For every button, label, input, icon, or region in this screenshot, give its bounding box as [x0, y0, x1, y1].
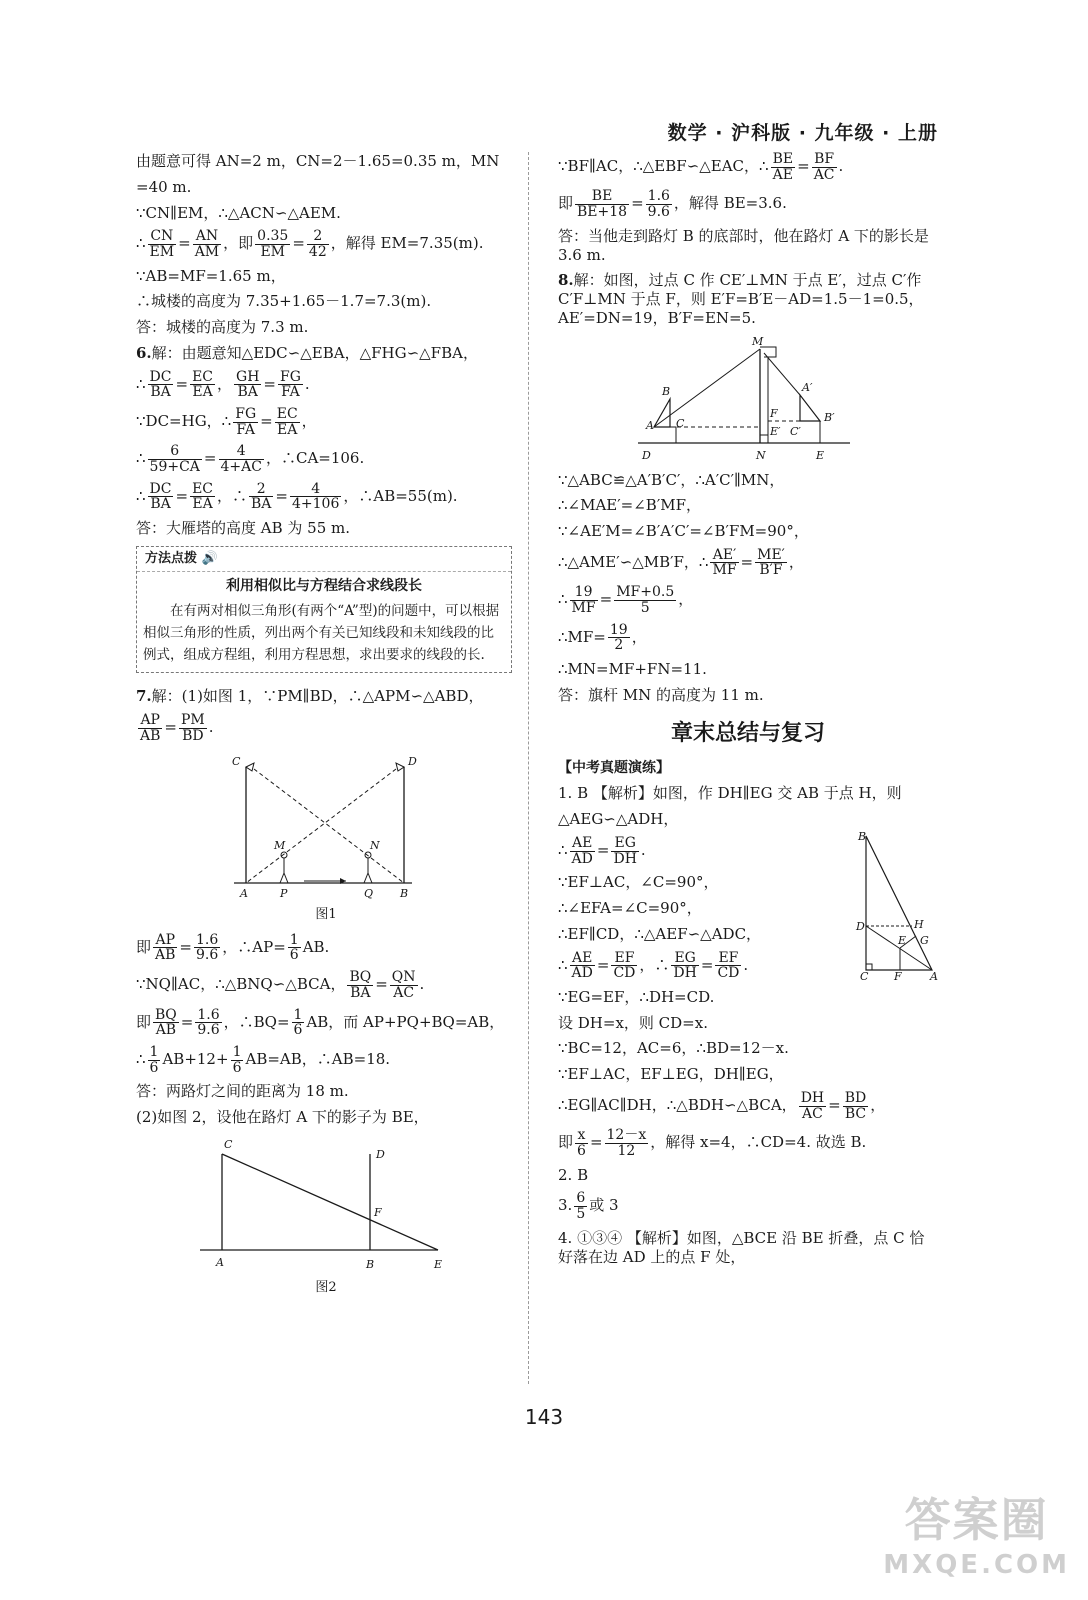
svg-text:H: H: [914, 918, 924, 932]
text-line: ∴∠MAE′=∠B′MF，: [558, 496, 701, 515]
question-7: 7.解：(1)如图 1，∵PM∥BD，∴△APM∽△ABD，: [136, 687, 484, 706]
text-line: 由题意可得 AN=2 m，CN=2－1.65=0.35 m，MN: [136, 152, 500, 170]
svg-text:B: B: [662, 384, 671, 398]
text-line: (2)如图 2，设他在路灯 A 下的影子为 BE，: [136, 1108, 429, 1127]
svg-text:A: A: [646, 418, 654, 432]
tip-body: 在有两对相似三角形(有两个“A”型)的问题中，可以根据相似三角形的性质，列出两个有关已知线段和未知线段的比例式，组成方程组，利用方程思想，求出要求的线段的长.: [143, 602, 500, 664]
svg-text:D: D: [856, 920, 865, 934]
right-column: [558, 152, 938, 1273]
svg-text:C′: C′: [790, 424, 801, 438]
text-line: ∴MN=MF+FN=11.: [558, 659, 707, 678]
text-line: 答：大雁塔的高度 AB 为 55 m.: [136, 519, 351, 538]
svg-text:A: A: [216, 1255, 224, 1269]
svg-text:B: B: [858, 830, 867, 844]
svg-text:E: E: [816, 448, 825, 462]
exam-question-3: 3. $\frac{6}{5}$ 或 3: [558, 1190, 619, 1223]
svg-text:D: D: [376, 1147, 385, 1161]
section-title: 章末总结与复习: [670, 721, 825, 747]
figure-triangle: [854, 830, 944, 980]
svg-text:D: D: [642, 448, 651, 462]
equation-line: ∴ $\frac{CN}{EM}$ = $\frac{AN}{AM}$ ，即 $\frac{0.35}{EM}$ = $\frac{2}{42}$ ，解得 EM=7.35(m).: [136, 228, 484, 260]
equation-line: ∴EG∥AC∥DH，∴△BDH∽△BCA， $\frac{DH}{AC}$ = $\frac{BD}{BC}$ ，: [558, 1089, 886, 1122]
watermark-url: MXQE.COM: [883, 1550, 1070, 1580]
figure-2: [136, 1134, 516, 1274]
text-line: 设 DH=x，则 CD=x.: [558, 1013, 708, 1032]
svg-text:M: M: [274, 838, 286, 852]
text-line: 1. B 【解析】如图，作 DH∥EG 交 AB 于点 H，则: [558, 784, 902, 803]
equation-line: 即 $\frac{AP}{AB}$ = $\frac{1.6}{9.6}$ ，∴AP= $\frac{1}{6}$ AB.: [136, 931, 330, 964]
equation-line: ∴ $\frac{AE}{AD}$ = $\frac{EF}{CD}$ ，∴ $\frac{EG}{DH}$ = $\frac{EF}{CD}$ .: [558, 949, 749, 982]
text-line: 答：两路灯之间的距离为 18 m.: [136, 1082, 349, 1101]
svg-text:C: C: [224, 1137, 233, 1151]
equation-line: 即 $\frac{BQ}{AB}$ = $\frac{1.6}{9.6}$ ，∴BQ= $\frac{1}{6}$ AB，而 AP+PQ+BQ=AB，: [136, 1006, 505, 1039]
svg-text:G: G: [920, 934, 929, 948]
equation-line: ∴ $\frac{AE}{AD}$ = $\frac{EG}{DH}$ .: [558, 834, 646, 867]
equation-line: ∴ $\frac{1}{6}$ AB+12+ $\frac{1}{6}$ AB=AB，∴AB=18.: [136, 1043, 391, 1076]
tip-header: 方法点拨 🔊: [137, 547, 511, 572]
equation-line: ∴ $\frac{19}{MF}$ = $\frac{MF+0.5}{5}$ ，: [558, 584, 694, 616]
text-line: ∵EF⊥AC，EF⊥EG，DH∥EG，: [558, 1065, 784, 1084]
svg-text:N: N: [756, 448, 766, 462]
text-line: ∵CN∥EM，∴△ACN∽△AEM.: [136, 203, 341, 222]
text-line: ∵△ABC≌△A′B′C′，∴A′C′∥MN，: [558, 470, 785, 489]
svg-text:P: P: [280, 886, 288, 900]
text-line: ∴EF∥CD，∴△AEF∽△ADC，: [558, 924, 762, 943]
svg-text:E: E: [898, 934, 907, 948]
svg-text:Q: Q: [364, 886, 374, 900]
text-line: ∵∠AE′M=∠B′A′C′=∠B′FM=90°，: [558, 522, 809, 540]
speaker-icon: 🔊: [201, 550, 218, 566]
svg-text:C: C: [232, 754, 241, 768]
exam-question-1: [558, 784, 938, 1158]
equation-line: ∴ $\frac{DC}{BA}$ = $\frac{EC}{EA}$ ， $\frac{GH}{BA}$ = $\frac{FG}{FA}$ .: [136, 368, 310, 401]
svg-text:F: F: [374, 1205, 382, 1219]
equation-line: 即 $\frac{BE}{BE+18}$ = $\frac{1.6}{9.6}$ ，解得 BE=3.6.: [558, 188, 787, 221]
equation-line: ∴MF= $\frac{19}{2}$ ，: [558, 621, 647, 654]
watermark: [883, 1484, 1070, 1580]
equation-line: $\frac{AP}{AB}$ = $\frac{PM}{BD}$ .: [140, 712, 214, 744]
question-8: 8.解：如图，过点 C 作 CE′⊥MN 于点 E′，过点 C′作 C′F⊥MN 于点 F，则 E′F=B′E－AD=1.5－1=0.5，AE′=DN=19，B′F=EN=5.: [558, 271, 924, 327]
equation-line: 即 $\frac{x}{6}$ = $\frac{12-x}{12}$ ，解得 x=4，∴CD=4. 故选 B.: [558, 1127, 867, 1159]
figure-flagpole: [558, 335, 938, 465]
svg-text:B′: B′: [824, 410, 835, 424]
figure-2-caption: 图2: [315, 1279, 337, 1295]
text-line: ∵EG=EF，∴DH=CD.: [558, 987, 715, 1006]
text-line: ∵AB=MF=1.65 m，: [136, 266, 286, 285]
svg-text:E: E: [434, 1257, 443, 1271]
page-header: 数学 · 沪科版 · 九年级 · 上册: [667, 122, 938, 144]
page-number: 143: [524, 1405, 564, 1429]
left-column: [136, 152, 516, 1306]
svg-text:A: A: [240, 886, 248, 900]
svg-text:N: N: [370, 838, 380, 852]
text-line: ∵EF⊥AC，∠C=90°，: [558, 873, 719, 892]
text-line: ∵BC=12，AC=6，∴BD=12－x.: [558, 1039, 789, 1058]
column-divider: [528, 152, 529, 1384]
exam-question-4: 4. ①③④ 【解析】如图，△BCE 沿 BE 折叠，点 C 恰好落在边 AD 上的点 F 处，: [558, 1228, 925, 1266]
text-line: △AEG∽△ADH，: [558, 810, 679, 829]
tip-title: 利用相似比与方程结合求线段长: [226, 578, 422, 595]
figure-1: [136, 751, 516, 901]
text-line: ∴城楼的高度为 7.35+1.65－1.7=7.3(m).: [136, 292, 432, 311]
text-line: 答：旗杆 MN 的高度为 11 m.: [558, 685, 764, 704]
exam-question-2: 2. B: [558, 1165, 589, 1184]
equation-line: ∵BF∥AC，∴△EBF∽△EAC，∴ $\frac{BE}{AE}$ = $\frac{BF}{AC}$ .: [558, 151, 844, 183]
svg-text:F: F: [770, 406, 778, 420]
svg-text:C: C: [676, 416, 685, 430]
svg-text:M: M: [752, 334, 764, 348]
equation-line: ∴△AME′∽△MB′F，∴ $\frac{AE'}{MF}$ = $\frac{ME'}{B'F}$ ，: [558, 546, 804, 579]
svg-text:B: B: [366, 1257, 375, 1271]
equation-line: ∵NQ∥AC，∴△BNQ∽△BCA， $\frac{BQ}{BA}$ = $\frac{QN}{AC}$ .: [136, 969, 425, 1001]
svg-text:A′: A′: [802, 380, 813, 394]
method-tip-box: [136, 546, 512, 674]
svg-text:A: A: [930, 970, 938, 981]
svg-text:E′: E′: [770, 424, 781, 438]
text-line: =40 m.: [136, 177, 192, 196]
svg-text:B: B: [400, 886, 409, 900]
watermark-logo: 答案圈: [904, 1493, 1049, 1547]
figure-1-caption: 图1: [315, 906, 337, 922]
svg-text:F: F: [894, 970, 902, 981]
equation-line: ∴ $\frac{DC}{BA}$ = $\frac{EC}{EA}$ ，∴ $\frac{2}{BA}$ = $\frac{4}{4+106}$ ，∴AB=55(m).: [136, 480, 458, 513]
equation-line: ∴ $\frac{6}{59+CA}$ = $\frac{4}{4+AC}$ ，∴CA=106.: [136, 443, 365, 476]
question-6: 6.解：由题意知△EDC∽△EBA，△FHG∽△FBA，: [136, 343, 478, 362]
text-line: 答：城楼的高度为 7.3 m.: [136, 318, 309, 337]
svg-text:C: C: [860, 970, 869, 981]
text-line: 答：当他走到路灯 B 的底部时，他在路灯 A 下的影长是3.6 m.: [558, 226, 929, 264]
equation-line: ∵DC=HG，∴ $\frac{FG}{FA}$ = $\frac{EC}{EA}$ ，: [136, 406, 317, 438]
text-line: ∴∠EFA=∠C=90°，: [558, 899, 702, 917]
section-tag: 【中考真题演练】: [558, 759, 670, 776]
svg-text:D: D: [408, 754, 417, 768]
